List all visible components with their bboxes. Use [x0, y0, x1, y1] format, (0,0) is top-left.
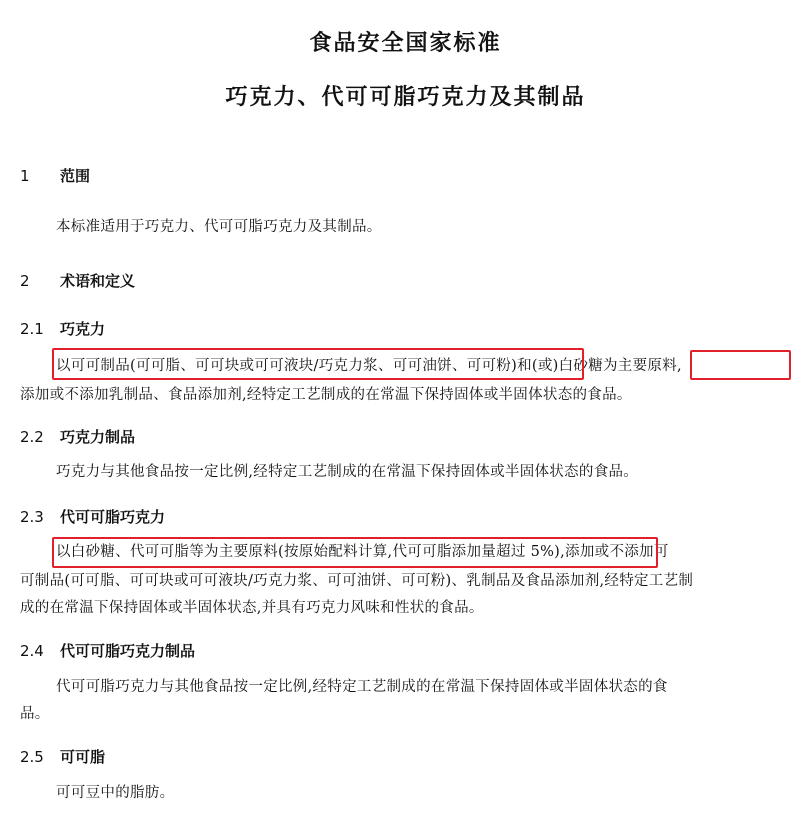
section-number: 2.3 [20, 508, 44, 526]
section-title: 代可可脂巧克力 [60, 508, 166, 526]
section-body-2-1-line-1: 以可可制品(可可脂、可可块或可可液块/巧克力浆、可可油饼、可可粉)和(或)白砂糖为主要原料, [56, 358, 682, 374]
section-body-2-1-line-2: 添加或不添加乳制品、食品添加剂,经特定工艺制成的在常温下保持固体或半固体状态的食品。 [20, 387, 632, 403]
section-body-2-2: 巧克力与其他食品按一定比例,经特定工艺制成的在常温下保持固体或半固体状态的食品。 [56, 464, 639, 480]
section-number: 2.1 [20, 320, 44, 338]
section-body-2-3-line-3: 成的在常温下保持固体或半固体状态,并具有巧克力风味和性状的食品。 [20, 600, 484, 616]
document-title: 食品安全国家标准 [309, 31, 502, 56]
section-number: 1 [20, 167, 30, 185]
section-number: 2 [20, 272, 30, 290]
section-body-2-3-line-1: 以白砂糖、代可可脂等为主要原料(按原始配料计算,代可可脂添加量超过 5%),添加或不添加可 [56, 544, 669, 560]
section-number: 2.2 [20, 428, 44, 446]
section-heading-2 [20, 270, 135, 291]
section-title: 代可可脂巧克力制品 [60, 642, 196, 660]
section-body-2-3-line-2: 可制品(可可脂、可可块或可可液块/巧克力浆、可可油饼、可可粉)、乳制品及食品添加剂,经特定工艺制 [20, 573, 694, 589]
section-title: 术语和定义 [60, 272, 136, 290]
section-heading-2-2 [20, 426, 135, 447]
section-number: 2.5 [20, 748, 44, 766]
section-title: 范围 [60, 167, 91, 185]
section-body-2-5: 可可豆中的脂肪。 [56, 785, 175, 801]
section-title: 巧克力 [60, 320, 106, 338]
section-body-1: 本标准适用于巧克力、代可可脂巧克力及其制品。 [56, 219, 382, 235]
section-heading-2-3 [20, 506, 165, 527]
section-heading-2-5 [20, 746, 105, 767]
document-subtitle: 巧克力、代可可脂巧克力及其制品 [225, 85, 586, 110]
section-title: 巧克力制品 [60, 428, 136, 446]
section-body-2-4-line-2: 品。 [20, 706, 50, 722]
section-body-2-4-line-1: 代可可脂巧克力与其他食品按一定比例,经特定工艺制成的在常温下保持固体或半固体状态的食 [56, 679, 668, 695]
section-heading-1 [20, 165, 90, 186]
section-heading-2-1 [20, 318, 105, 339]
section-heading-2-4 [20, 640, 195, 661]
section-number: 2.4 [20, 642, 44, 660]
section-title: 可可脂 [60, 748, 106, 766]
